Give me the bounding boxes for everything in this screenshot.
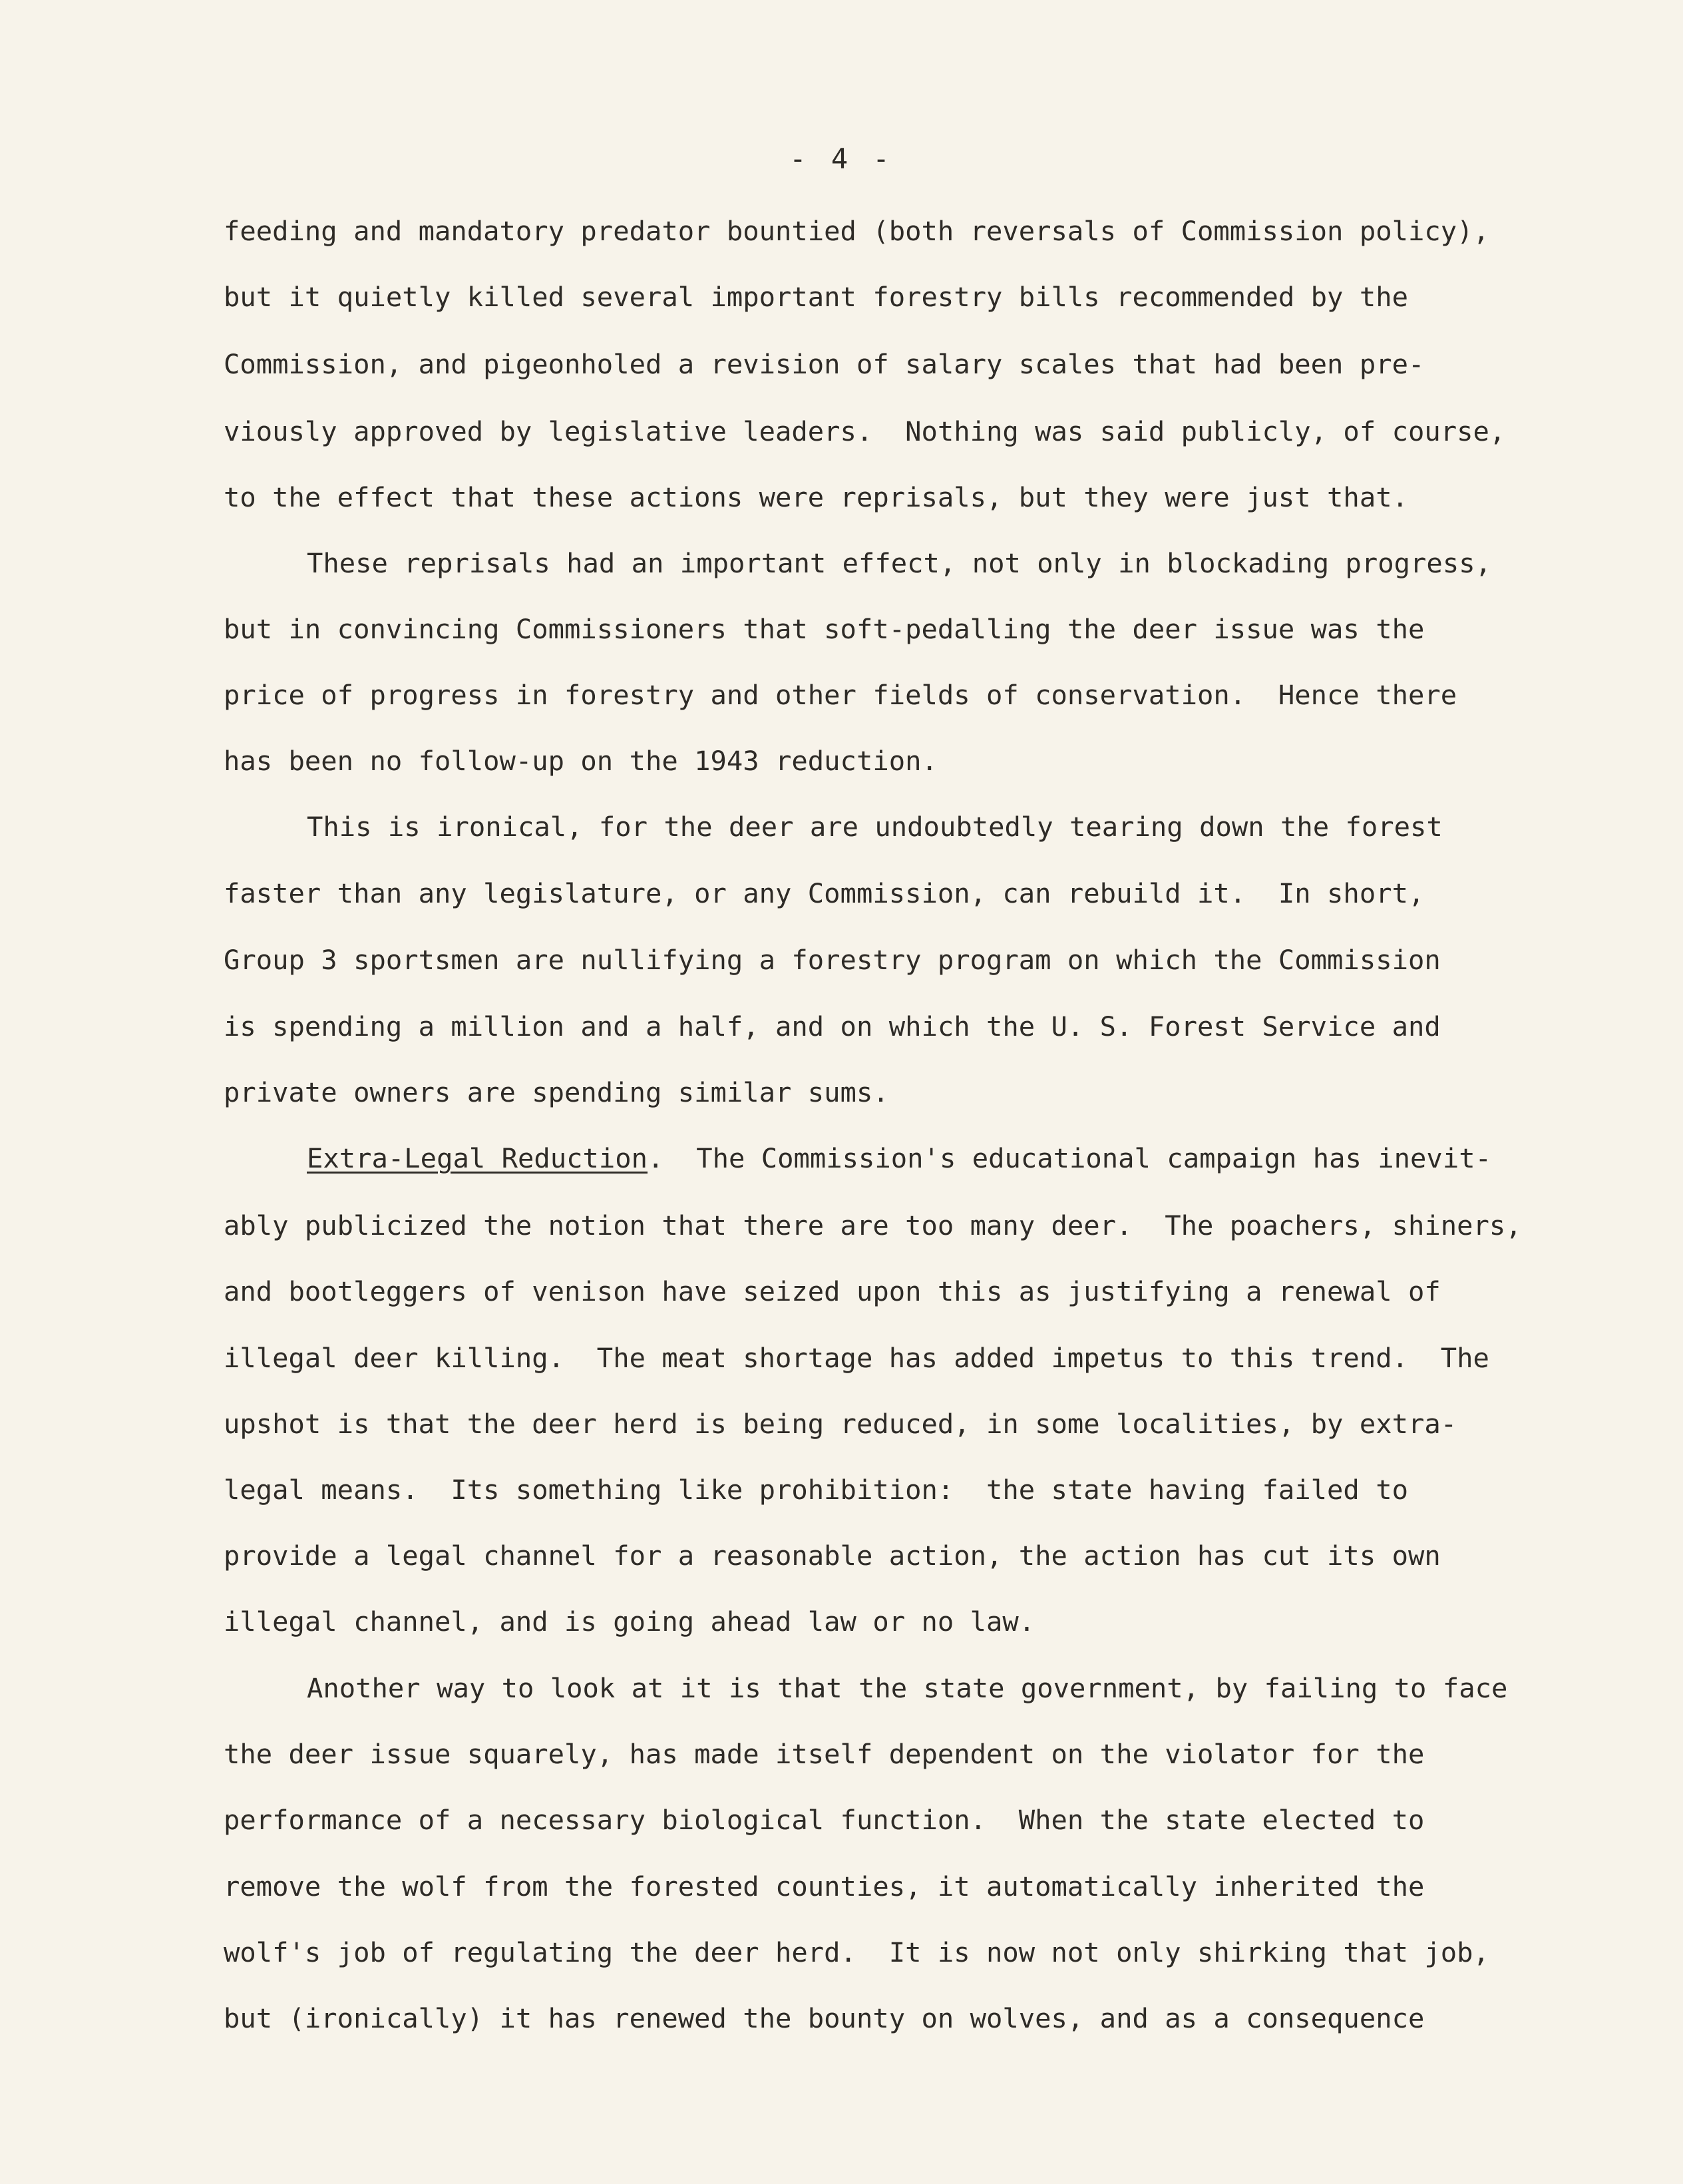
text-line: These reprisals had an important effect, not only in blockading progress, [307, 547, 1491, 579]
text-line: illegal channel, and is going ahead law or no law. [224, 1606, 1035, 1638]
text-line: Commission, and pigeonholed a revision of salary scales that had been pre- [224, 348, 1425, 380]
text-line: Another way to look at it is that the state government, by failing to face [307, 1672, 1508, 1704]
text-line: feeding and mandatory predator bountied (both reversals of Commission policy), [224, 215, 1489, 247]
text-line: the deer issue squarely, has made itself dependent on the violator for the [224, 1738, 1425, 1770]
text-line: illegal deer killing. The meat shortage has added impetus to this trend. The [224, 1342, 1489, 1374]
text-line: Group 3 sportsmen are nullifying a forestry program on which the Commission [224, 944, 1441, 976]
text-line: to the effect that these actions were reprisals, but they were just that. [224, 481, 1408, 513]
text-line: has been no follow-up on the 1943 reduction. [224, 745, 938, 777]
text-line: upshot is that the deer herd is being reduced, in some localities, by extra- [224, 1408, 1457, 1440]
text-line: ably publicized the notion that there are too many deer. The poachers, shiners, [224, 1209, 1522, 1241]
text-line: provide a legal channel for a reasonable action, the action has cut its own [224, 1540, 1441, 1572]
section-heading: Extra-Legal Reduction [307, 1142, 648, 1174]
text-line: viously approved by legislative leaders. Nothing was said publicly, of course, [224, 415, 1506, 447]
text-span: . The Commission's educational campaign has inevit- [648, 1142, 1491, 1174]
text-line: but it quietly killed several important forestry bills recommended by the [224, 281, 1408, 313]
text-line: faster than any legislature, or any Commission, can rebuild it. In short, [224, 877, 1425, 909]
text-line: performance of a necessary biological function. When the state elected to [224, 1804, 1425, 1836]
page-number: - 4 - [789, 142, 894, 175]
text-line: price of progress in forestry and other fields of conservation. Hence there [224, 679, 1457, 711]
text-line: remove the wolf from the forested counties, it automatically inherited the [224, 1870, 1425, 1902]
text-line: legal means. Its something like prohibition: the state having failed to [224, 1474, 1408, 1506]
text-line: wolf's job of regulating the deer herd. It is now not only shirking that job, [224, 1936, 1489, 1968]
text-line: This is ironical, for the deer are undoubtedly tearing down the forest [307, 811, 1443, 843]
text-line [307, 1142, 1491, 1174]
text-line: but (ironically) it has renewed the bounty on wolves, and as a consequence [224, 2002, 1425, 2034]
text-line: and bootleggers of venison have seized upon this as justifying a renewal of [224, 1275, 1441, 1307]
text-line: but in convincing Commissioners that soft-pedalling the deer issue was the [224, 613, 1425, 645]
text-line: private owners are spending similar sums. [224, 1076, 889, 1108]
text-line: is spending a million and a half, and on which the U. S. Forest Service and [224, 1010, 1441, 1042]
